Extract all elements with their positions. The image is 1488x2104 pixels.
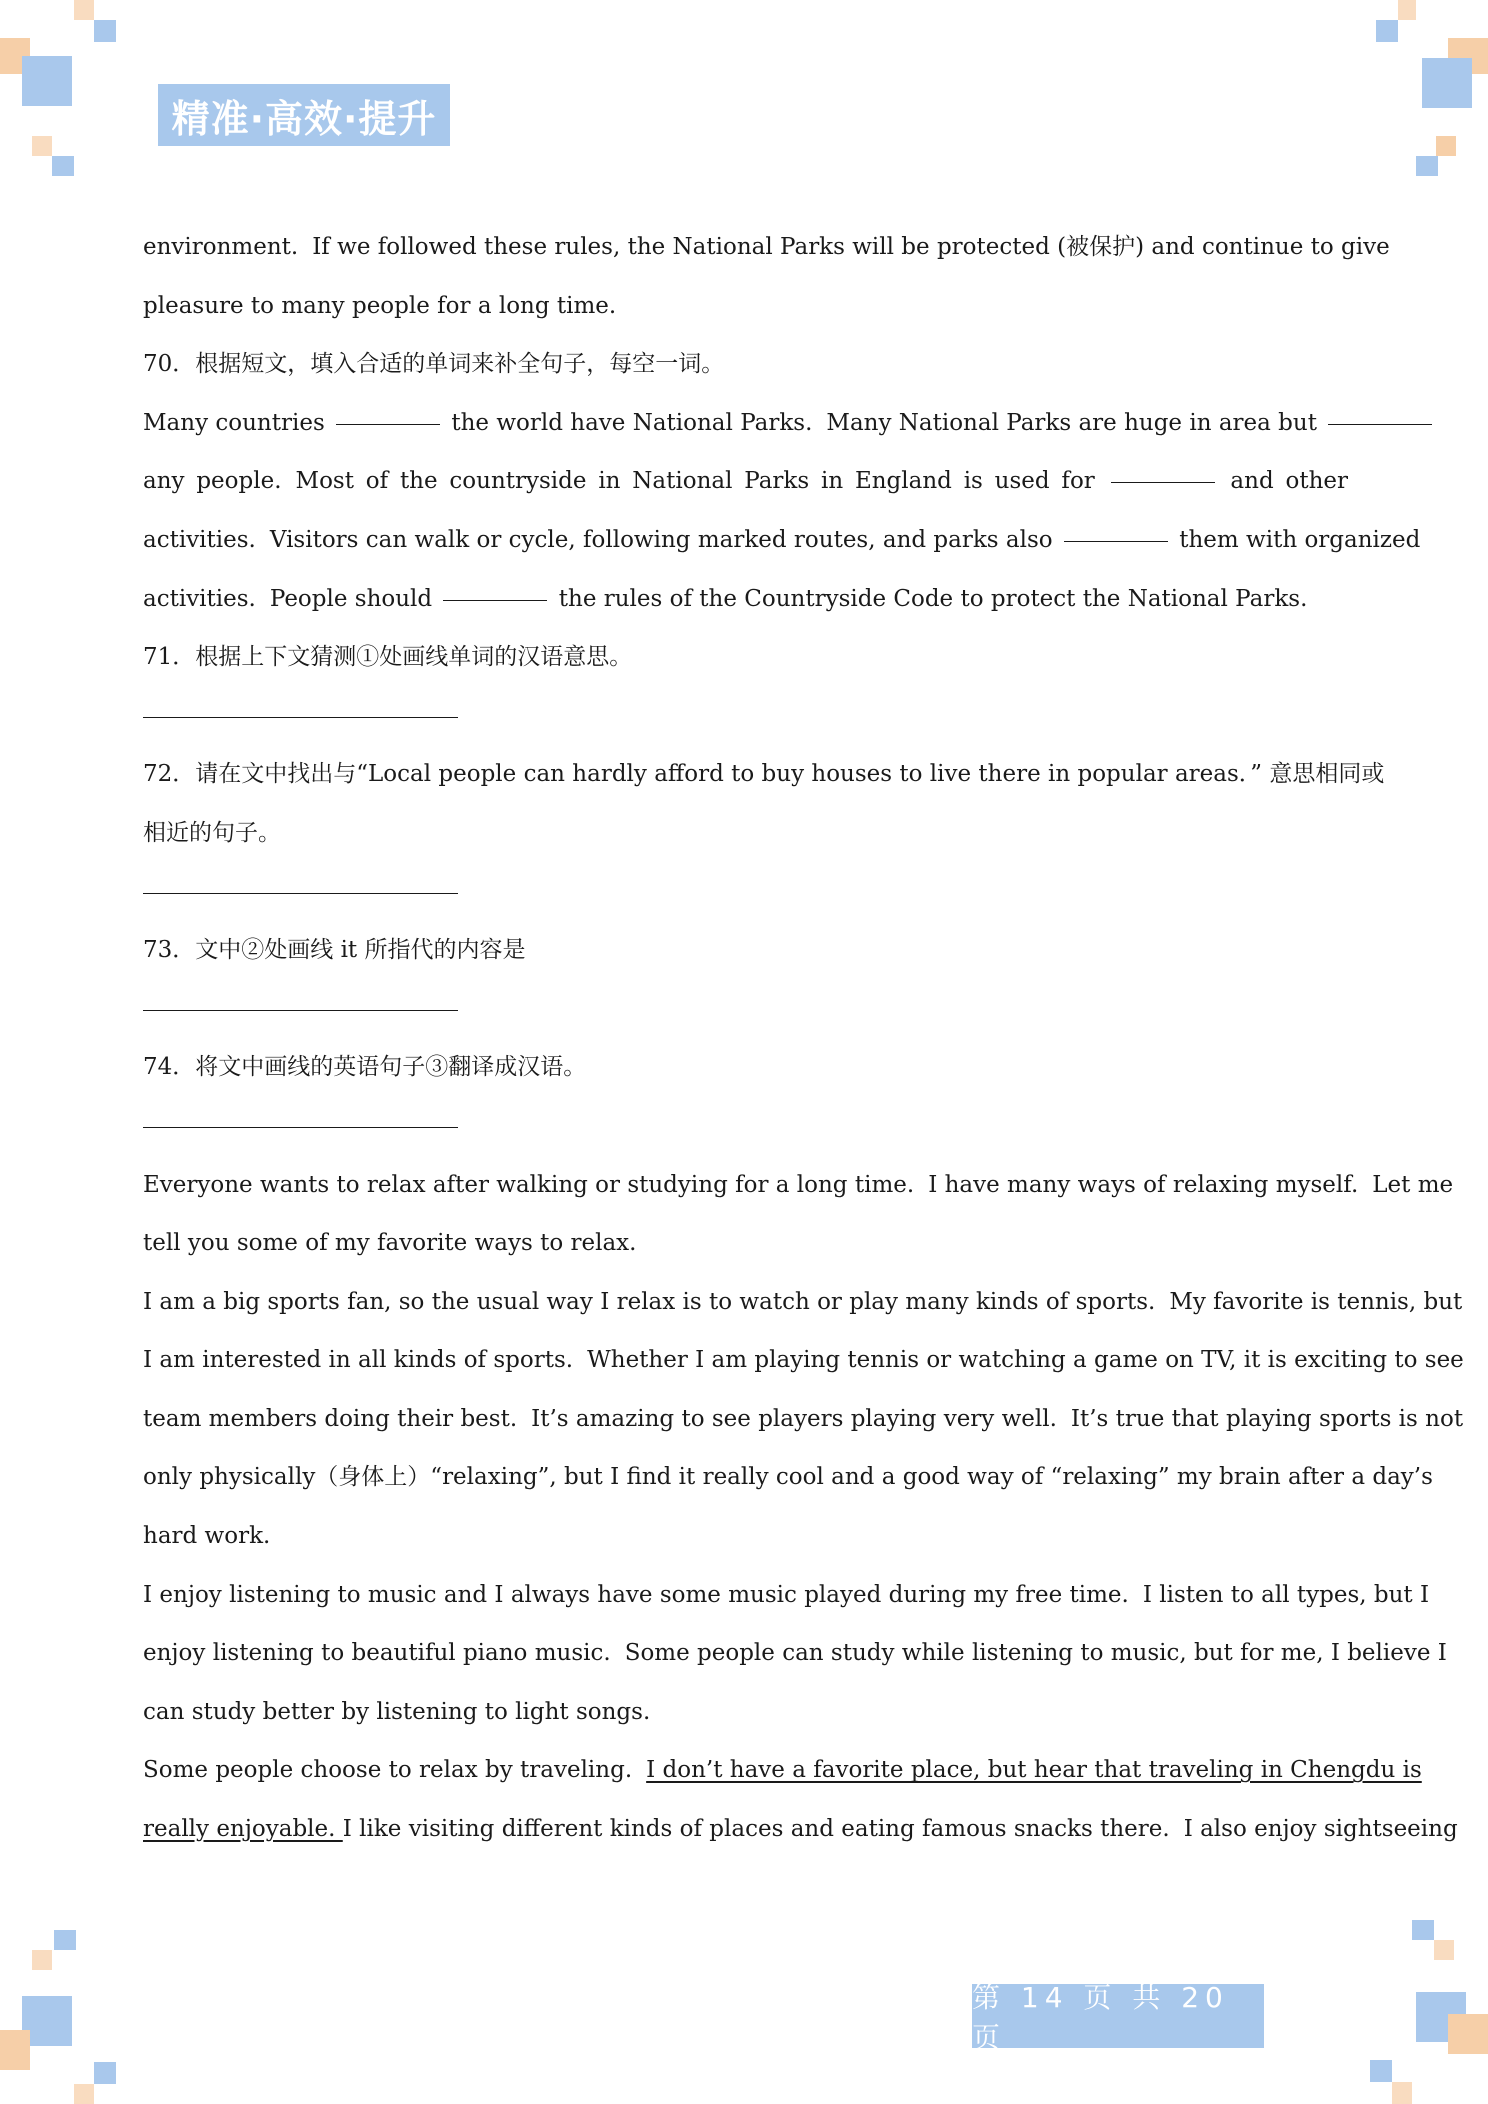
text-line <box>143 277 1348 336</box>
text-segment: Some people can study while listening to music, but for me, I believe I <box>624 1640 1447 1667</box>
text-segment: I like visiting different kinds of places and eating famous snacks there. <box>342 1816 1170 1843</box>
text-segment: Most of the countryside in National Parks in England is used for <box>295 468 1107 495</box>
answer-line[interactable] <box>143 716 458 718</box>
text-segment: team members doing their best. <box>143 1405 518 1432</box>
fill-in-blank[interactable] <box>1328 423 1432 425</box>
text-segment: Whether I am playing tennis or watching a game on TV, it is exciting to see <box>587 1347 1464 1374</box>
text-line <box>143 1273 1463 1332</box>
text-segment: them with organized <box>1171 526 1421 553</box>
text-segment: activities. <box>143 526 256 553</box>
text-line <box>143 1097 1348 1156</box>
underlined-sentence: really enjoyable. <box>143 1816 343 1843</box>
text-segment: It’s amazing to see players playing very well. <box>531 1405 1057 1432</box>
text-segment: Many countries <box>143 409 333 436</box>
text-segment: 71．根据上下文猜测①处画线单词的汉语意思。 <box>143 644 633 671</box>
text-segment: pleasure to many people for a long time. <box>143 292 617 319</box>
text-segment: I am a big sports fan, so the usual way I relax is to watch or play many kinds of sports. <box>143 1288 1156 1315</box>
text-segment: I listen to all types, but I <box>1142 1581 1430 1608</box>
text-segment: Visitors can walk or cycle, following marked routes, and parks also <box>269 526 1060 553</box>
text-segment: 72．请在文中找出与“Local people can hardly afford to buy houses to live there in popular areas．” 意思相同或 <box>143 761 1385 788</box>
text-line <box>143 511 1421 570</box>
text-segment: enjoy listening to beautiful piano music. <box>143 1640 611 1667</box>
text-segment: can study better by listening to light songs. <box>143 1698 651 1725</box>
text-line <box>143 1800 1458 1859</box>
answer-line[interactable] <box>143 892 458 894</box>
text-segment: and other <box>1218 468 1348 495</box>
text-line <box>143 1156 1454 1215</box>
text-line <box>143 1624 1447 1683</box>
fill-in-blank[interactable] <box>1064 540 1168 542</box>
page-number-text: 第 14 页 共 20 页 <box>972 1981 1229 2054</box>
text-segment: tell you some of my favorite ways to relax. <box>143 1230 637 1257</box>
answer-line[interactable] <box>143 1009 458 1011</box>
text-line <box>143 628 1348 687</box>
document-body <box>143 218 1464 1859</box>
text-segment: I am interested in all kinds of sports. <box>143 1347 574 1374</box>
text-segment: Everyone wants to relax after walking or studying for a long time. <box>143 1171 915 1198</box>
text-line <box>143 1683 1348 1742</box>
text-segment: 73．文中②处画线 it 所指代的内容是 <box>143 937 526 964</box>
text-line <box>143 1507 1348 1566</box>
text-line <box>143 863 1348 922</box>
text-segment: People should <box>269 585 440 612</box>
text-segment: Some people choose to relax by traveling. <box>143 1757 633 1784</box>
text-segment: 相近的句子。 <box>143 819 281 846</box>
text-segment: activities. <box>143 585 256 612</box>
text-line <box>143 452 1348 511</box>
text-line <box>143 745 1385 804</box>
text-segment: the rules of the Countryside Code to protect the National Parks. <box>551 585 1308 612</box>
answer-line[interactable] <box>143 1126 458 1128</box>
text-segment: It’s true that playing sports is not <box>1070 1405 1464 1432</box>
text-line <box>143 1331 1464 1390</box>
text-segment: any people. <box>143 468 282 495</box>
text-segment: I also enjoy sightseeing <box>1183 1816 1458 1843</box>
fill-in-blank[interactable] <box>1111 481 1215 483</box>
text-line <box>143 1038 1348 1097</box>
text-segment: only physically（身体上）“relaxing”, but I find it really cool and a good way of “relaxing” my brain after a day’s <box>143 1464 1433 1491</box>
text-segment: 70．根据短文，填入合适的单词来补全句子，每空一词。 <box>143 351 725 378</box>
text-line <box>143 335 1348 394</box>
text-line <box>143 1214 1348 1273</box>
text-segment: If we followed these rules, the National Parks will be protected (被保护) and continue to give <box>312 234 1390 260</box>
text-line <box>143 980 1348 1039</box>
text-segment: Let me <box>1372 1171 1454 1198</box>
header-badge-text: 精准·高效·提升 <box>171 96 437 141</box>
text-segment: My favorite is tennis, but <box>1169 1288 1463 1315</box>
fill-in-blank[interactable] <box>336 423 440 425</box>
text-segment: 74．将文中画线的英语句子③翻译成汉语。 <box>143 1054 587 1081</box>
text-line <box>143 1390 1464 1449</box>
header-badge <box>158 84 450 146</box>
text-segment: environment. <box>143 234 299 260</box>
underlined-sentence: I don’t have a favorite place, but hear that traveling in Chengdu is <box>646 1757 1422 1784</box>
text-segment: Many National Parks are huge in area but <box>826 409 1325 436</box>
text-line <box>143 687 1348 746</box>
text-segment: I have many ways of relaxing myself. <box>928 1171 1359 1198</box>
text-line <box>143 1448 1433 1507</box>
fill-in-blank[interactable] <box>443 599 547 601</box>
text-segment: I enjoy listening to music and I always have some music played during my free time. <box>143 1581 1129 1608</box>
text-line <box>143 218 1390 277</box>
text-line <box>143 1741 1422 1800</box>
text-line <box>143 921 1348 980</box>
text-segment: hard work. <box>143 1523 271 1550</box>
text-line <box>143 570 1348 629</box>
text-segment: the world have National Parks. <box>444 409 813 436</box>
text-line <box>143 804 1348 863</box>
text-line <box>143 394 1348 453</box>
page-number-badge <box>972 1981 1264 2054</box>
text-line <box>143 1566 1430 1625</box>
